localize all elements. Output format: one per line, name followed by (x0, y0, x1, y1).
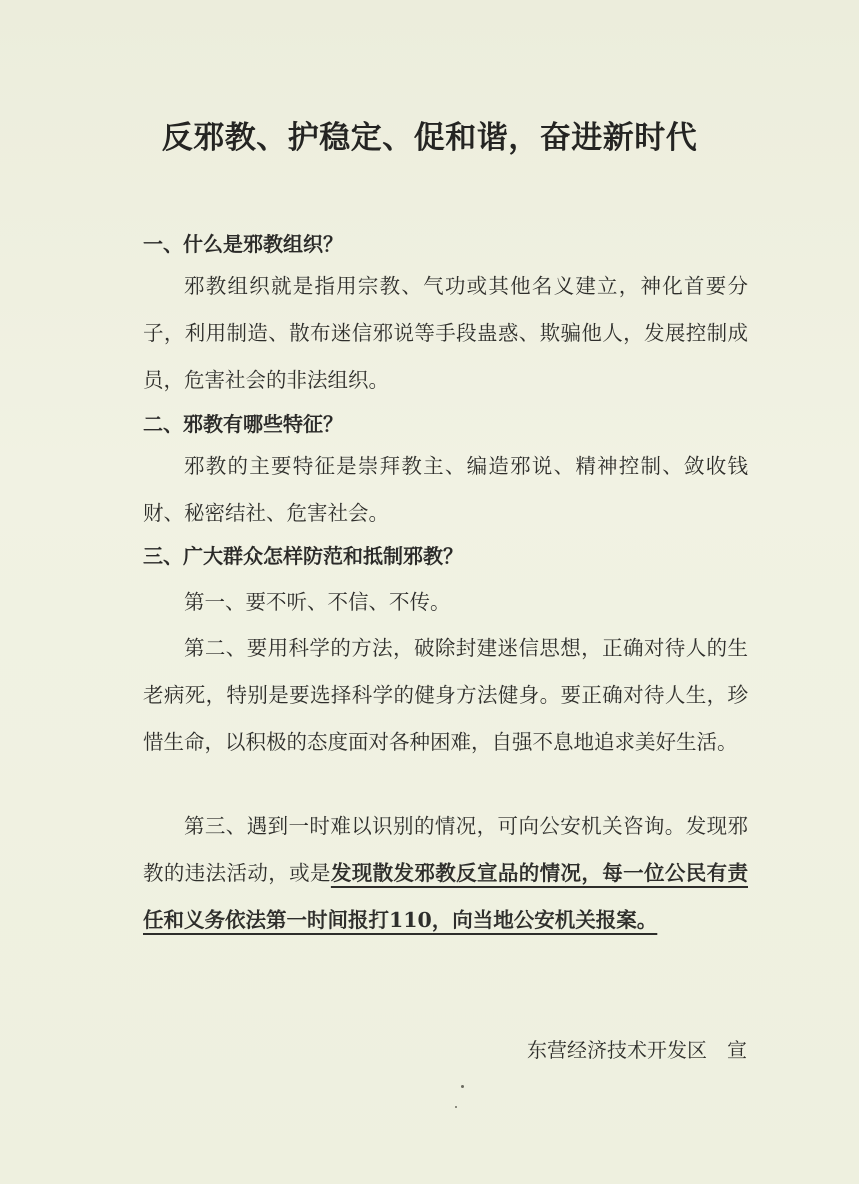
section-3-paragraph-3 (143, 803, 748, 944)
section-2-heading: 二、邪教有哪些特征？ (143, 412, 343, 436)
section-3-paragraph-2: 第二、要用科学的方法，破除封建迷信思想，正确对待人的生老病死，特别是要选择科学的健身方法健身。要正确对待人生，珍惜生命，以积极的态度面对各种困难，自强不息地追求美好生活。 (143, 636, 748, 754)
paragraph-3-plain-text: 第三、遇到一时难以识别的情况，可向公安机关咨询。发现邪教的违法活动，或是 (143, 814, 748, 885)
paragraph-3-underlined-text: 发现散发邪教反宣品的情况，每一位公民有责任和义务依法第一时间报打110，向当地公安机关报案。 (143, 861, 748, 932)
document-title: 反邪教、护稳定、促和谐，奋进新时代 (161, 120, 698, 156)
section-1-paragraph: 邪教组织就是指用宗教、气功或其他名义建立，神化首要分子，利用制造、散布迷信邪说等手段蛊惑、欺骗他人，发展控制成员，危害社会的非法组织。 (143, 274, 748, 392)
issuer-signature: 东营经济技术开发区 宣 (527, 1038, 747, 1062)
paper-speck (455, 1106, 457, 1108)
section-3-heading: 三、广大群众怎样防范和抵制邪教？ (143, 544, 463, 568)
section-1-heading: 一、什么是邪教组织？ (143, 232, 343, 256)
section-3-paragraph-1: 第一、要不听、不信、不传。 (184, 590, 451, 614)
section-2-paragraph: 邪教的主要特征是崇拜教主、编造邪说、精神控制、敛收钱财、秘密结社、危害社会。 (143, 454, 748, 525)
paper-speck (461, 1085, 464, 1088)
